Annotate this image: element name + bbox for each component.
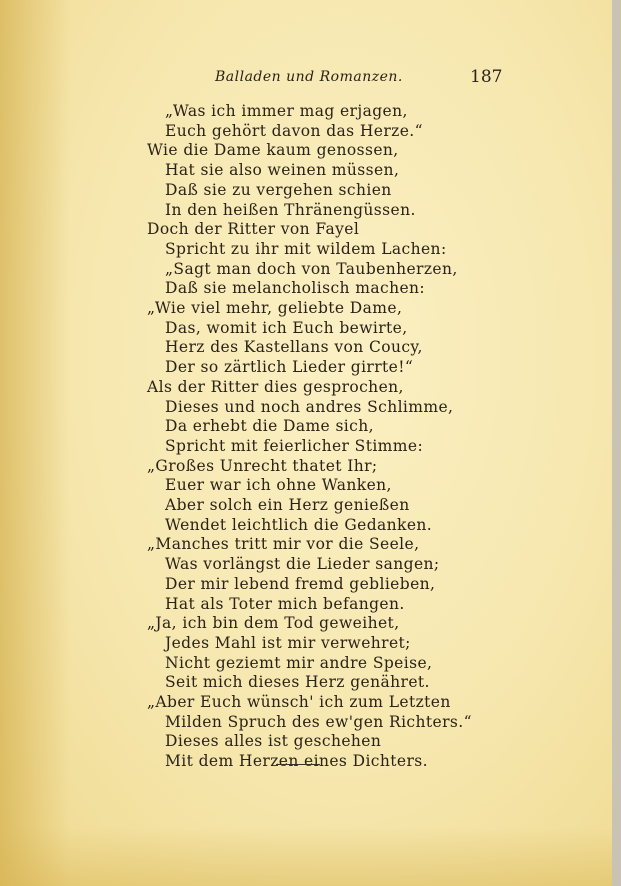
poem-line: Wendet leichtlich die Gedanken. [165, 515, 433, 534]
poem-line: Dieses alles ist geschehen [165, 732, 382, 751]
poem-line: Als der Ritter dies gesprochen, [147, 377, 404, 396]
poem-line: Herz des Kastellans von Coucy, [165, 338, 423, 357]
page-gutter-shading [0, 0, 70, 886]
poem-line: „Sagt man doch von Taubenherzen, [165, 259, 458, 278]
poem-line: „Manches tritt mir vor die Seele, [147, 535, 420, 554]
poem-line: Nicht geziemt mir andre Speise, [165, 653, 433, 672]
poem-line: „Was ich immer mag erjagen, [165, 102, 408, 120]
poem-line: „Ja, ich bin dem Tod geweihet, [147, 614, 400, 633]
poem-line: Spricht mit feierlicher Stimme: [165, 436, 424, 455]
poem-line: Der mir lebend fremd geblieben, [165, 574, 436, 593]
poem-line: Daß sie zu vergehen schien [165, 180, 392, 199]
running-head: Balladen und Romanzen. [215, 69, 403, 85]
poem-line: In den heißen Thränengüssen. [165, 200, 416, 219]
poem-line: Doch der Ritter von Fayel [147, 220, 360, 239]
poem-line: Hat als Toter mich befangen. [165, 594, 405, 613]
poem-line: Da erhebt die Dame sich, [165, 417, 374, 436]
poem-line: Jedes Mahl ist mir verwehret; [165, 633, 411, 652]
poem-line: Aber solch ein Herz genießen [165, 496, 410, 514]
poem-line: Das, womit ich Euch bewirte, [165, 318, 408, 337]
poem-line: „Großes Unrecht thatet Ihr; [147, 456, 378, 475]
poem-line: Hat sie also weinen müssen, [165, 161, 400, 180]
page-number: 187 [470, 67, 503, 87]
page-edge [612, 0, 621, 886]
poem-line: Spricht zu ihr mit wildem Lachen: [165, 239, 447, 258]
poem-line: Seit mich dieses Herz genähret. [165, 673, 430, 692]
poem-line: Milden Spruch des ew'gen Richters.“ [165, 712, 472, 731]
poem-line: Der so zärtlich Lieder girrte!“ [165, 358, 414, 377]
poem-line: Mit dem Herzen eines Dichters. [165, 752, 428, 771]
poem-line: Dieses und noch andres Schlimme, [165, 397, 454, 416]
end-rule [276, 764, 320, 765]
poem-line: Euch gehört davon das Herze.“ [165, 121, 423, 140]
poem-line: Daß sie melancholisch machen: [165, 279, 426, 298]
page-bottom-shading [0, 826, 621, 886]
poem-line: Euer war ich ohne Wanken, [165, 476, 392, 495]
poem-line: „Wie viel mehr, geliebte Dame, [147, 299, 403, 317]
poem-line: Was vorlängst die Lieder sangen; [165, 555, 440, 574]
poem-line: „Aber Euch wünsch' ich zum Letzten [147, 693, 451, 711]
poem-line: Wie die Dame kaum genossen, [147, 141, 399, 160]
